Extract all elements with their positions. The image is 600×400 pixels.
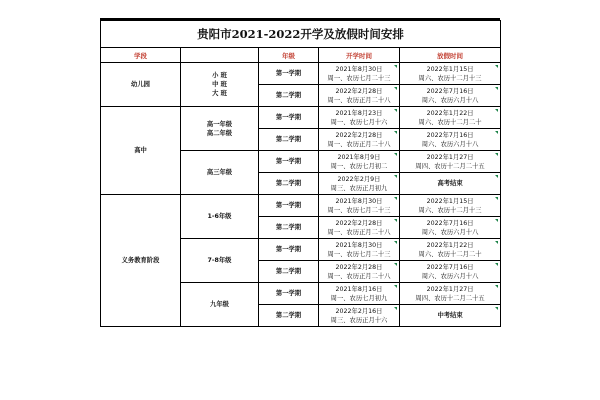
term-cell: 第二学期 — [259, 173, 319, 195]
grade-cell-line: 中 班 — [212, 81, 227, 88]
vacation-cell-line: 周四、农历十二月二十五 — [415, 294, 485, 302]
header-stage: 学段 — [101, 48, 181, 63]
schedule-table — [100, 20, 501, 327]
header-grade: 年级 — [259, 48, 319, 63]
start-cell-line: 2022年2月28日 — [335, 87, 383, 95]
vacation-cell-line: 2022年7月16日 — [426, 263, 474, 271]
start-cell-line: 周三、农历正月初九 — [330, 184, 388, 192]
grade-cell-line: 九年级 — [210, 301, 229, 308]
start-cell-line: 2022年2月16日 — [335, 307, 383, 315]
vacation-cell — [400, 129, 501, 151]
vacation-cell — [400, 107, 501, 129]
vacation-cell-line: 2022年1月15日 — [426, 65, 474, 73]
page-title: 贵阳市2021-2022开学及放假时间安排 — [101, 21, 501, 48]
start-cell — [319, 305, 400, 327]
term-cell: 第一学期 — [259, 63, 319, 85]
start-cell-line: 周一、农历正月二十八 — [327, 140, 391, 148]
grade-cell — [181, 195, 259, 239]
vacation-cell — [400, 217, 501, 239]
start-cell-line: 2022年2月9日 — [337, 175, 381, 183]
start-cell-line: 周一、农历七月二十三 — [327, 206, 391, 214]
start-cell-line: 周一、农历正月二十八 — [327, 228, 391, 236]
vacation-cell-line: 2022年1月22日 — [426, 241, 474, 249]
vacation-cell-line: 周六、农历六月十八 — [421, 140, 479, 148]
vacation-cell-line: 2022年7月16日 — [426, 131, 474, 139]
vacation-cell-line: 2022年1月27日 — [426, 153, 474, 161]
start-cell-line: 周一、农历正月二十八 — [327, 272, 391, 280]
start-cell — [319, 151, 400, 173]
start-cell-line: 周一、农历七月初九 — [330, 294, 388, 302]
title-row — [101, 21, 501, 48]
vacation-cell-line: 中考结束 — [437, 312, 463, 319]
term-cell: 第二学期 — [259, 129, 319, 151]
grade-cell-line: 小 班 — [212, 72, 227, 79]
vacation-cell-line: 2022年7月16日 — [426, 219, 474, 227]
start-cell — [319, 217, 400, 239]
start-cell-line: 2021年8月16日 — [335, 285, 383, 293]
term-cell: 第一学期 — [259, 239, 319, 261]
term-cell: 第二学期 — [259, 85, 319, 107]
start-cell-line: 2021年8月30日 — [335, 241, 383, 249]
start-cell — [319, 63, 400, 85]
start-cell-line: 2021年8月9日 — [337, 153, 381, 161]
vacation-cell — [400, 261, 501, 283]
vacation-cell-line: 周六、农历十二月十三 — [418, 206, 482, 214]
vacation-cell — [400, 151, 501, 173]
start-cell-line: 周一、农历七月二十三 — [327, 74, 391, 82]
stage-cell: 幼儿园 — [101, 63, 181, 107]
vacation-cell-line: 周六、农历六月十八 — [421, 96, 479, 104]
stage-cell: 义务教育阶段 — [101, 195, 181, 327]
header-vacation: 放假时间 — [400, 48, 501, 63]
vacation-cell-line: 周四、农历十二月二十五 — [415, 162, 485, 170]
term-cell: 第二学期 — [259, 305, 319, 327]
grade-cell-line: 大 班 — [212, 90, 227, 97]
vacation-cell-line: 周六、农历十二月二十 — [418, 118, 482, 126]
grade-cell-line: 7-8年级 — [207, 257, 232, 264]
grade-cell-line: 高一年级 — [206, 120, 233, 128]
grade-cell — [181, 283, 259, 327]
term-cell: 第一学期 — [259, 107, 319, 129]
vacation-cell — [400, 173, 501, 195]
vacation-cell-line: 周六、农历十二月二十 — [418, 250, 482, 258]
start-cell-line: 周一、农历七月初二 — [330, 162, 388, 170]
vacation-cell-line: 2022年1月27日 — [426, 285, 474, 293]
term-cell: 第二学期 — [259, 217, 319, 239]
start-cell — [319, 129, 400, 151]
start-cell — [319, 85, 400, 107]
grade-cell — [181, 63, 259, 107]
header-blank — [181, 48, 259, 63]
start-cell-line: 2021年8月30日 — [335, 197, 383, 205]
start-cell-line: 2022年2月28日 — [335, 219, 383, 227]
grade-cell-line: 高三年级 — [206, 169, 233, 176]
grade-cell — [181, 107, 259, 151]
vacation-cell — [400, 283, 501, 305]
start-cell — [319, 283, 400, 305]
grade-cell — [181, 239, 259, 283]
header-row — [101, 48, 501, 63]
vacation-cell-line: 2022年1月22日 — [426, 109, 474, 117]
start-cell-line: 周一、农历七月十六 — [330, 118, 388, 126]
start-cell — [319, 261, 400, 283]
start-cell — [319, 107, 400, 129]
start-cell-line: 周一、农历正月二十八 — [327, 96, 391, 104]
start-cell-line: 2021年8月23日 — [335, 109, 383, 117]
start-cell — [319, 173, 400, 195]
start-cell — [319, 195, 400, 217]
vacation-cell-line: 周六、农历十二月十三 — [418, 74, 482, 82]
start-cell — [319, 239, 400, 261]
stage-cell: 高中 — [101, 107, 181, 195]
table-row — [101, 63, 501, 85]
table-row — [101, 195, 501, 217]
start-cell-line: 2022年2月28日 — [335, 263, 383, 271]
start-cell-line: 周一、农历七月二十三 — [327, 250, 391, 258]
term-cell: 第一学期 — [259, 151, 319, 173]
vacation-cell — [400, 85, 501, 107]
vacation-cell-line: 高考结束 — [437, 180, 463, 187]
vacation-cell — [400, 63, 501, 85]
grade-cell-line: 1-6年级 — [207, 213, 232, 220]
start-cell-line: 周三、农历正月十六 — [330, 316, 388, 324]
vacation-cell-line: 周六、农历六月十八 — [421, 272, 479, 280]
vacation-cell — [400, 195, 501, 217]
table-row — [101, 107, 501, 129]
header-start: 开学时间 — [319, 48, 400, 63]
term-cell: 第一学期 — [259, 283, 319, 305]
term-cell: 第二学期 — [259, 261, 319, 283]
grade-cell — [181, 151, 259, 195]
vacation-cell-line: 2022年1月15日 — [426, 197, 474, 205]
vacation-cell-line: 周六、农历六月十八 — [421, 228, 479, 236]
start-cell-line: 2022年2月28日 — [335, 131, 383, 139]
term-cell: 第一学期 — [259, 195, 319, 217]
grade-cell-line: 高二年级 — [206, 129, 233, 137]
schedule-sheet — [100, 20, 500, 392]
vacation-cell — [400, 305, 501, 327]
start-cell-line: 2021年8月30日 — [335, 65, 383, 73]
vacation-cell — [400, 239, 501, 261]
vacation-cell-line: 2022年7月16日 — [426, 87, 474, 95]
